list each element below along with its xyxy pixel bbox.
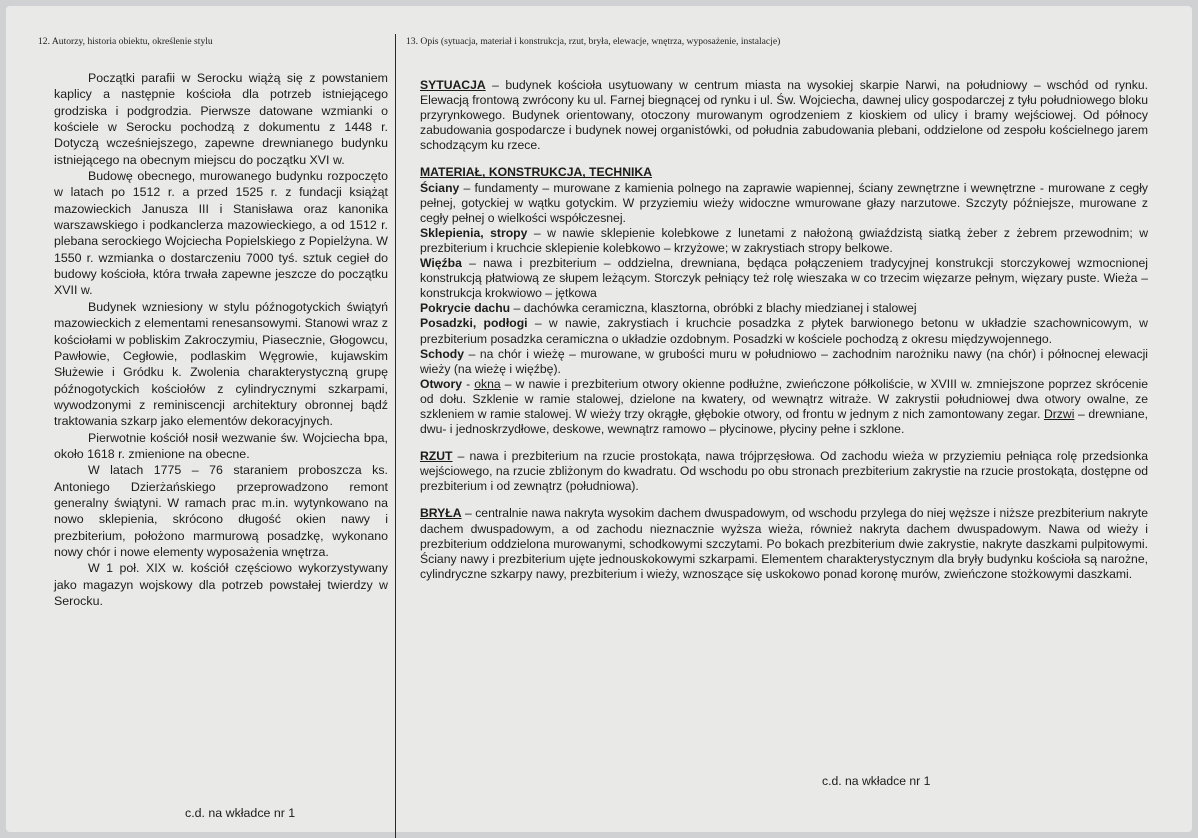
description-continuation-note: c.d. na wkładce nr 1 (822, 774, 931, 788)
sciany-text: – fundamenty – murowane z kamienia polnego na zaprawie wapiennej, ściany zewnętrzne i wewnętrzne - murowane z cegły pełnej, gotyckiej w wątku gotyckim. W przyziemiu wieży widoczne wmurowane głazy narzutowe. Szczyty późniejsze, murowane z cegły pełnej o wielkości współczesnej. (420, 180, 1148, 225)
sklepienia-label: Sklepienia, stropy (420, 225, 528, 240)
sytuacja-block (420, 78, 1148, 153)
history-section-title: 12. Autorzy, historia obiektu, określenie stylu (38, 36, 213, 47)
history-paragraph: Budynek wzniesiony w stylu późnogotyckich świątyń mazowieckich z elementami renesansowymi. Stanowi wraz z kościołami w pobliskim Zakroczymiu, Piasecznie, Głogowcu, Pawłowie, Cegłowie, podlaskim Węgrowie, kujawskim Służewie i Gródku k. Zwolenia charakterystyczną grupę późnogotyckich kościołów z cylindrycznymi szkarpami, wywodzonymi z reminiscencji architektury obronnej bądź traktowania szkarp jako elementów dekoracyjnych. (54, 299, 388, 429)
document-sheet (6, 6, 1192, 832)
history-text (54, 70, 388, 609)
posadzki-text: – w nawie, zakrystiach i kruchcie posadzka z płytek barwionego betonu w układzie szachownicowym, w prezbiterium posadzka ceramiczna o układzie ozdobnym. Posadzki w kościele pochodzą z okresu międzywojennego. (420, 316, 1148, 346)
history-paragraph: Budowę obecnego, murowanego budynku rozpoczęto w latach po 1512 r. a przed 1525 r. z fundacji książąt mazowieckich Janusza III i Stanisława oraz kanonika warszawskiego i podkanclerza mazowieckiego, a od 1512 r. plebana serockiego Wojciecha Popielskiego z Popielżyna. W 1550 r. wzmianka o dostarczeniu 7000 tyś. sztuk cegieł do budowy kościoła, która trwała zapewne jeszcze do początku XVII w. (54, 169, 388, 298)
bryla-block (420, 506, 1148, 581)
column-divider (395, 34, 396, 838)
otwory-label: Otwory (420, 376, 462, 391)
description-section-title: 13. Opis (sytuacja, materiał i konstrukcja, rzut, bryła, elewacje, wnętrza, wyposażenie, instalacje) (406, 36, 781, 47)
drzwi-label: Drzwi (1043, 406, 1075, 421)
otwory-text: – w nawie i prezbiterium otwory okienne podłużne, zwieńczone półkoliście, w XVIII w. zmniejszone poprzez skrócenie od dołu. Szklenie w ramie stalowej, dzielone na kwatery, od wewnątrz witraże. W zakrystii południowej dwa otwory owalne, ze szkleniem w ramie stalowej. W wieży trzy okrągłe, głębokie otwory, od frontu w jednym z nich zamontowany zegar. (420, 376, 1148, 421)
rzut-text: – nawa i prezbiterium na rzucie prostokąta, nawa trójprzęsłowa. Od zachodu wieża w przyziemiu pełniąca rolę przedsionka wejściowego, na rzucie zbliżonym do kwadratu. Od wschodu po obu stronach prezbiterium zakrystie na rzucie prostokąta, dostępne od prezbiterium i od zewnątrz (południowa). (420, 449, 1148, 494)
sytuacja-text: – budynek kościoła usytuowany w centrum miasta na wysokiej skarpie Narwi, na południowy – wschód od rynku. Elewacją frontową zwrócony ku ul. Farnej biegnącej od rynku i ul. Św. Wojciecha, dawnej ulicy gospodarczej z tyłu południowego bloku przyrynkowego. Budynek orientowany, otoczony murowanym ogrodzeniem z kioskiem od ulicy i bramy wejściowej. Od północy zabudowania gospodarcze i budynek nowej organistówki, od południa zabudowania plebani, oddzielone od zespołu kościelnego jarem schodzącym ku rzece. (420, 78, 1148, 153)
history-continuation-note: c.d. na wkładce nr 1 (185, 806, 296, 820)
material-block (420, 165, 1148, 437)
description-column (406, 36, 1166, 826)
schody-label: Schody (420, 346, 465, 361)
posadzki-label: Posadzki, podłogi (420, 316, 528, 331)
history-column (30, 36, 392, 826)
history-paragraph: W 1 poł. XIX w. kościół częściowo wykorzystywany jako magazyn wojskowy dla potrzeb powstałej twierdzy w Serocku. (54, 561, 388, 608)
bryla-text: – centralnie nawa nakryta wysokim dachem dwuspadowym, od wschodu przylega do niej węższe i niższe prezbiterium nakryte dachem dwuspadowym, a od zachodu nieznacznie wyższa wieża, również nakryta dachem dwuspadowym. Nawa od wieży i prezbiterium oddzielona murowanymi, schodkowymi szczytami. Po bokach prezbiterium dwie zakrystie, nakryte daszkami pulpitowymi. Ściany nawy i prezbiterium ujęte jednouskokowymi szkarpami. Elementem charakterystycznym dla bryły budynku kościoła są narożne, cylindryczne szkarpy nawy, prezbiterium i wieży, wznoszące się uskokowo ponad koronę murów, zwieńczone stożkowymi daszkami. (420, 506, 1148, 581)
wiezba-label: Więźba (420, 256, 462, 271)
pokrycie-text: – dachówka ceramiczna, klasztorna, obróbki z blachy miedzianej i stalowej (510, 301, 917, 316)
rzut-heading: RZUT (420, 449, 453, 464)
history-paragraph: Początki parafii w Serocku wiążą się z powstaniem kaplicy a następnie kościoła dla potrzeb istniejącego grodziska i podgrodzia. Pierwsze datowane wzmianki o kościele w Serocku pochodzą z dokumentu z 1448 r. Dotyczą wcześniejszego, zapewne drewnianego budynku istniejącego na obecnym miejscu do początku XVI w. (54, 71, 388, 167)
description-text (420, 78, 1148, 594)
sciany-label: Ściany (420, 180, 460, 195)
schody-text: – na chór i wieżę – murowane, w grubości muru w południowo – zachodnim narożniku nawy (na chór) i północnej elewacji wieży (na wieżę i więźbę). (420, 346, 1148, 376)
history-paragraph: W latach 1775 – 76 staraniem proboszcza ks. Antoniego Dzierżańskiego przeprowadzono remont generalny świątyni. W ramach prac m.in. wytynkowano na nowo sklepienia, skrócono długość okien nawy i prezbiterium, położono marmurową posadzkę, wykonano nowy chór i nowe elementy wyposażenia wnętrza. (54, 463, 388, 559)
material-heading: MATERIAŁ, KONSTRUKCJA, TECHNIKA (420, 165, 653, 180)
pokrycie-label: Pokrycie dachu (420, 301, 511, 316)
sklepienia-text: – w nawie sklepienie kolebkowe z lunetami z nałożoną gwiaździstą siatką żeber z żebrem przewodnim; w prezbiterium i kruchcie sklepienie kolebkowo – krzyżowe; w zakrystiach stropy belkowe. (420, 225, 1148, 255)
history-paragraph: Pierwotnie kościół nosił wezwanie św. Wojciecha bpa, około 1618 r. zmienione na obecne. (54, 430, 388, 461)
rzut-block (420, 449, 1148, 494)
wiezba-text: – nawa i prezbiterium – oddzielna, drewniana, będąca połączeniem tradycyjnej konstrukcji storczykowej wzmocnionej konstrukcją płatwiową ze słupem leżącym. Storczyk pełniący też rolę wieszaka w co trzecim więzarze pełnym, więzary puste. Wieża – konstrukcja krokwiowo – jętkowa (420, 256, 1148, 301)
okna-label: okna (474, 376, 501, 391)
bryla-heading: BRYŁA (420, 506, 462, 521)
drzwi-text: – drewniane, dwu- i jednoskrzydłowe, deskowe, wewnątrz ramowo – płycinowe, płyciny pełne i szklone. (420, 406, 1148, 437)
sytuacja-heading: SYTUACJA (420, 78, 486, 92)
otwory-dash: - (461, 376, 475, 391)
